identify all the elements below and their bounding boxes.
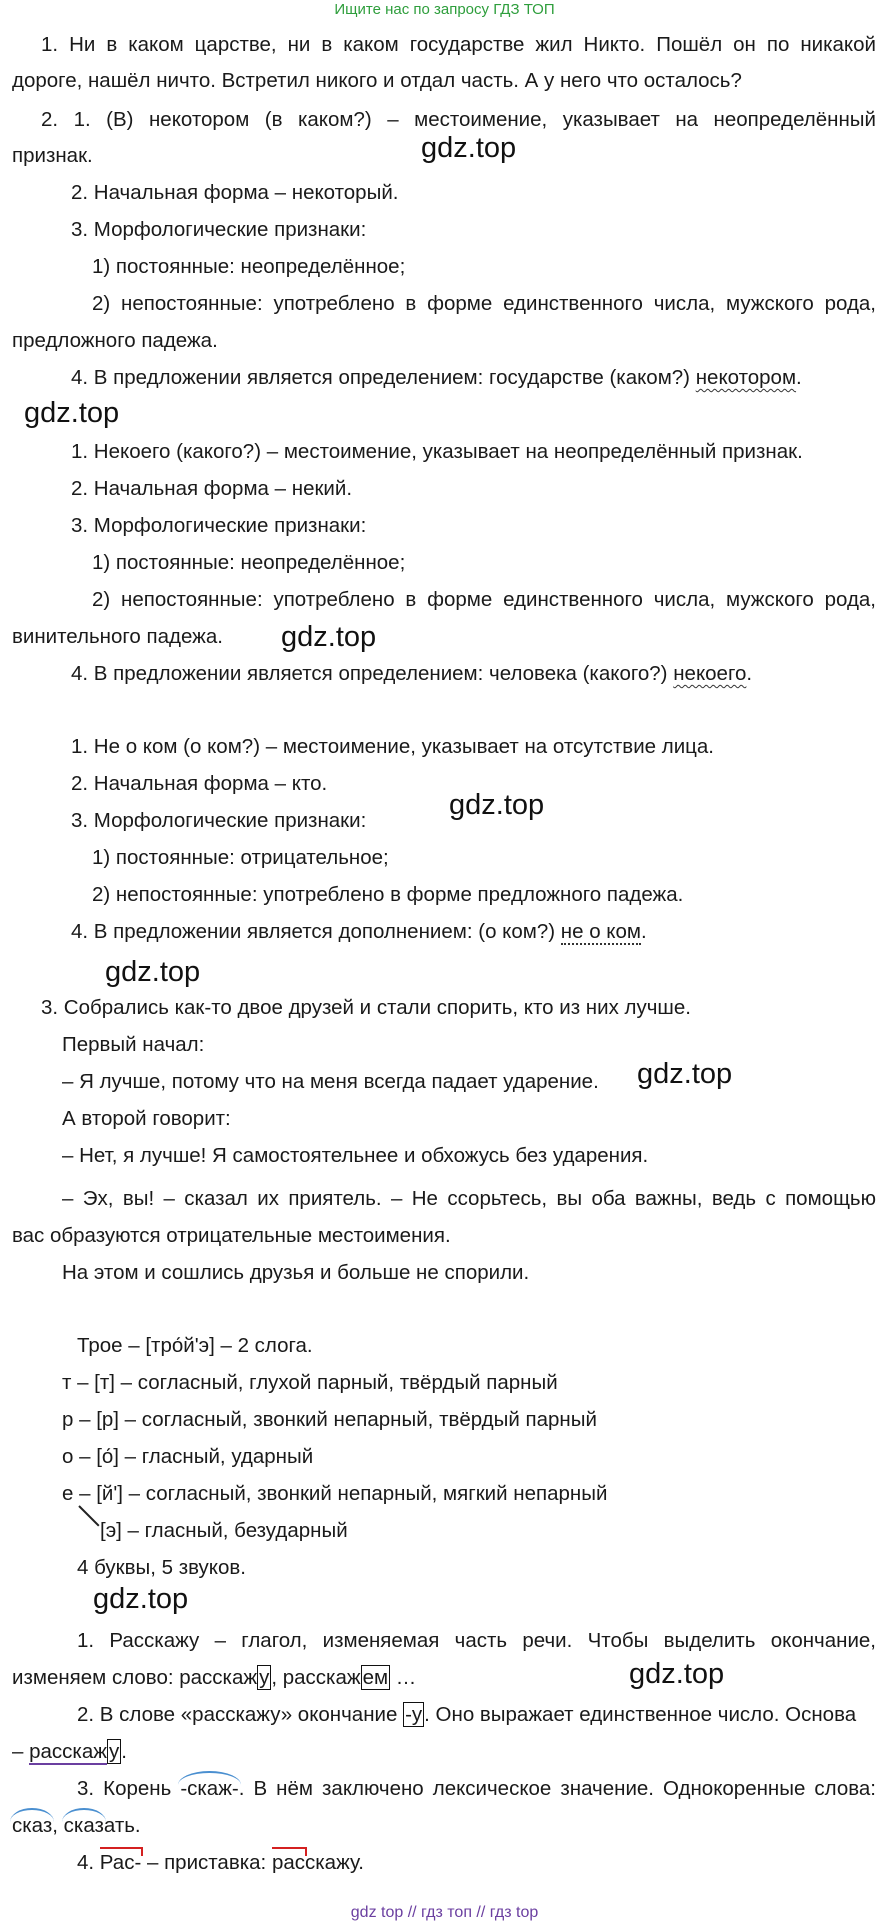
morph-line2 [12, 1665, 416, 1691]
task2b-line2: 2. Начальная форма – некий. [71, 477, 353, 500]
morph-line1: 1. Расскажу – глагол, изменяемая часть речи. Чтобы выделить окончание, [77, 1629, 876, 1652]
task2b-line4: 1) постоянные: неопределённое; [92, 551, 406, 574]
prefix-mark: рас [271, 1851, 306, 1874]
text-segment: – [12, 1740, 30, 1763]
phonetic-line1: Трое – [тро́й'э] – 2 слога. [77, 1334, 313, 1357]
text-segment: – приставка: [141, 1851, 272, 1874]
task2b-line1: 1. Некоего (какого?) – местоимение, указывает на неопределённый признак. [71, 440, 803, 463]
text-segment: . [746, 662, 753, 685]
task2c-line2: 2. Начальная форма – кто. [71, 772, 328, 795]
morph-line6 [12, 1813, 141, 1839]
task2a-line6: 2) непостоянные: употреблено в форме единственного числа, мужского рода, [92, 292, 876, 315]
task3-line2: Первый начал: [62, 1033, 205, 1056]
text-segment: 4. В предложении является дополнением: (о ком?) [71, 920, 561, 943]
task2c-line6 [71, 919, 647, 945]
sound-branch-line [78, 1505, 99, 1526]
ending-box: -у [405, 1703, 423, 1726]
task2c-line1: 1. Не о ком (о ком?) – местоимение, указывает на отсутствие лица. [71, 735, 714, 758]
task2b-line5: 2) непостоянные: употреблено в форме единственного числа, мужского рода, [92, 588, 876, 611]
text-segment: 4. В предложении является определением: государстве (каком?) [71, 366, 696, 389]
task2a-line7: предложного падежа. [12, 329, 218, 352]
prefix-mark: Рас- [99, 1851, 142, 1874]
wavy-underlined-word: некоего [673, 662, 747, 685]
text-segment: 4. [77, 1851, 100, 1874]
task2c-line4: 1) постоянные: отрицательное; [92, 846, 389, 869]
task2a-line3: 2. Начальная форма – некоторый. [71, 181, 399, 204]
text-segment: скажу. [305, 1851, 364, 1874]
ending-box: у [259, 1666, 270, 1689]
text-segment: . [121, 1740, 127, 1763]
phonetic-line4: о – [о́] – гласный, ударный [62, 1445, 314, 1468]
root-arc-word: -скаж- [180, 1777, 239, 1800]
text-segment: изменяем слово: расскаж [12, 1666, 258, 1689]
text-segment: 4. В предложении является определением: человека (какого?) [71, 662, 674, 685]
search-hint-link[interactable]: Ищите нас по запросу ГДЗ ТОП [334, 1, 555, 18]
text-segment: ать. [103, 1814, 141, 1837]
phonetic-line3: р – [р] – согласный, звонкий непарный, твёрдый парный [62, 1408, 597, 1431]
watermark: gdz.top [281, 621, 377, 653]
watermark: gdz.top [421, 132, 517, 164]
watermark: gdz.top [105, 956, 201, 988]
task2a-line2: признак. [12, 144, 93, 167]
task2a-line4: 3. Морфологические признаки: [71, 218, 367, 241]
task3-line4: А второй говорит: [62, 1107, 231, 1130]
watermark: gdz.top [93, 1583, 189, 1615]
task3-line1: 3. Собрались как-то двое друзей и стали спорить, кто из них лучше. [41, 996, 691, 1019]
text-segment: … [390, 1666, 417, 1689]
ending-box: у [108, 1740, 120, 1763]
task2c-line3: 3. Морфологические признаки: [71, 809, 367, 832]
text-segment: 3. Корень [77, 1777, 181, 1800]
watermark: gdz.top [637, 1058, 733, 1090]
footer-links[interactable]: gdz top // гдз топ // гдз top [350, 1904, 539, 1921]
task2b-line3: 3. Морфологические признаки: [71, 514, 367, 537]
phonetic-line7: 4 буквы, 5 звуков. [77, 1556, 246, 1579]
task3-line6: – Эх, вы! – сказал их приятель. – Не ссорьтесь, вы оба важны, ведь с помощью [62, 1187, 876, 1210]
task2a-line5: 1) постоянные: неопределённое; [92, 255, 406, 278]
task2c-line5: 2) непостоянные: употреблено в форме предложного падежа. [92, 883, 684, 906]
watermark: gdz.top [629, 1658, 725, 1690]
text-segment: . В нём заключено лексическое значение. Однокоренные слова: [238, 1777, 877, 1800]
task1-line2: дороге, нашёл ничто. Встретил никого и отдал часть. А у него что осталось? [12, 69, 742, 92]
task2b-line6: винительного падежа. [12, 625, 223, 648]
wavy-underlined-word: некотором [695, 366, 797, 389]
task2b-line7 [71, 661, 752, 687]
text-segment: 2. В слове «расскажу» окончание [77, 1703, 404, 1726]
word-stem: расскаж [29, 1740, 107, 1763]
task3-line7: вас образуются отрицательные местоимения. [12, 1224, 451, 1247]
task1-line1: 1. Ни в каком царстве, ни в каком государстве жил Никто. Пошёл он по никакой [41, 33, 876, 56]
dotted-underlined-word: не о ком [560, 920, 641, 943]
phonetic-line5: е – [й'] – согласный, звонкий непарный, мягкий непарный [62, 1482, 608, 1505]
watermark: gdz.top [449, 789, 545, 821]
text-segment: , [52, 1814, 64, 1837]
morph-line5 [77, 1776, 876, 1802]
phonetic-line2: т – [т] – согласный, глухой парный, твёрдый парный [62, 1371, 558, 1394]
text-segment: . Оно выражает единственное число. Основа [424, 1703, 857, 1726]
phonetic-line6: [э] – гласный, безударный [100, 1519, 348, 1542]
morph-line7 [77, 1850, 364, 1876]
ending-box: ем [362, 1666, 389, 1689]
text-segment: . [641, 920, 647, 943]
task3-line5: – Нет, я лучше! Я самостоятельнее и обхожусь без ударения. [62, 1144, 649, 1167]
text-segment: . [796, 366, 802, 389]
text-segment: , расскаж [271, 1666, 361, 1689]
task2a-line8 [71, 365, 802, 391]
morph-line3 [77, 1702, 856, 1728]
task2a-line1: 2. 1. (В) некотором (в каком?) – местоимение, указывает на неопределённый [41, 108, 876, 131]
task3-line8: На этом и сошлись друзья и больше не спорили. [62, 1261, 530, 1284]
morph-line4 [12, 1739, 127, 1765]
task3-line3: – Я лучше, потому что на меня всегда падает ударение. [62, 1070, 599, 1093]
watermark: gdz.top [24, 397, 120, 429]
root-arc-word: сказ [12, 1814, 53, 1837]
root-arc-word: сказ [63, 1814, 104, 1837]
